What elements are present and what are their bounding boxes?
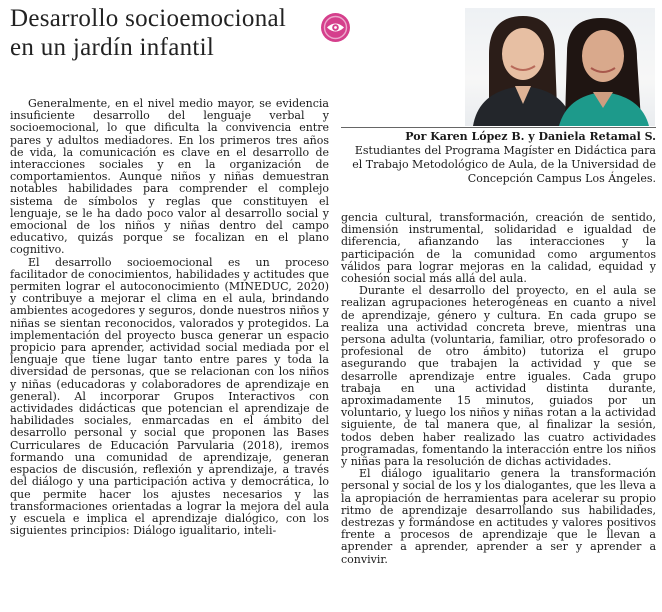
body-paragraph: El desarrollo socioemocional es un proceso facilitador de conocimientos, habilidades y actitudes que permiten lograr el autoconocimiento (MINEDUC, 2020) y contribuye a mejorar el clima en el aula, brindando ambientes acogedores y seguros, donde nuestros niños y niñas se sientan reconocidos, valorados y protegidos. La implementación del proyecto busca generar un espacio propicio para aprender, actividad social mediada por el lenguaje que tiene lugar tanto entre pares y toda la diversidad de personas, que se relacionan con los niños y niñas (educadoras y colaboradores de aprendizaje en general). Al incorporar Grupos Interactivos con actividades didácticas que potencian el aprendizaje de habilidades sociales, enmarcadas en el ámbito del desarrollo personal y social que proponen las Bases Curriculares de Educación Parvularia (2018), iremos formando una comunidad de aprendizaje, generan espacios de discusión, reflexión y aprendizaje, a través del diálogo y una participación activa y democrática, lo que permite hacer los ajustes necesarios y las transformaciones orientadas a lograr la mejora del aula y escuela e implica el aprendizaje dialógico, con los siguientes principios: Diálogo igualitario, inteli- [10,255,329,538]
right-column [341,212,656,566]
title-line-1: Desarrollo socioemocional [10,5,287,32]
title-line-2: en un jardín infantil [10,34,215,61]
left-column [10,98,329,537]
byline-divider [341,127,656,128]
eye-icon [321,13,350,42]
author-names: Por Karen López B. y Daniela Retamal S. [405,130,656,143]
article-title [10,4,340,62]
byline [344,130,656,186]
body-paragraph: Durante el desarrollo del proyecto, en el aula se realizan agrupaciones heterogéneas en cuanto a nivel de aprendizaje, género y cultura. En cada grupo se realiza una actividad concreta breve, mientras una persona adulta (voluntaria, familiar, otro profesorado o profesional de otro ámbito) tutoriza el grupo asegurando que trabajen la actividad y que se desarrolle aprendizaje entre iguales. Cada grupo trabaja en una actividad distinta durante, aproximadamente 15 minutos, guiados por un voluntario, y luego los niños y niñas rotan a la actividad siguiente, de tal manera que, al finalizar la sesión, todos deben haber realizado las cuatro actividades programadas, fomentando la interacción entre los niños y niñas para la resolución de dichas actividades. [341,284,656,469]
author-description: Estudiantes del Programa Magíster en Didáctica para el Trabajo Metodológico de Aula, de la Universidad de Concepción Campus Los Ángeles. [352,144,656,185]
body-paragraph: gencia cultural, transformación, creación de sentido, dimensión instrumental, solidaridad e igualdad de diferencia, afianzando las interacciones y la participación de la comunidad como argumentos válidos para lograr mejoras en la calidad, equidad y cohesión social más allá del aula. [341,211,656,286]
body-paragraph: El diálogo igualitario genera la transformación personal y social de los y los dialogantes, que les lleva a la apropiación de herramientas para acelerar su propio ritmo de aprendizaje desarrollando sus habilidades, destrezas y formándose en actitudes y valores positivos frente a procesos de aprendizaje que le llevan a aprender a aprender, aprender a ser y aprender a convivir. [341,467,656,566]
authors-photo [465,8,655,126]
body-paragraph: Generalmente, en el nivel medio mayor, se evidencia insuficiente desarrollo del lenguaje verbal y socioemocional, lo que dificulta la convivencia entre pares y adultos mediadores. En los primeros tres años de vida, la comunicación es clave en el desarrollo de interacciones sociales y en la organización de comportamientos. Aunque niños y niñas demuestran notables habilidades para comprender el complejo sistema de símbolos y reglas que constituyen el lenguaje, se le ha dado poco valor al desarrollo social y emocional de los niños y niñas dentro del campo educativo, quizás porque se focalizan en el plano cognitivo. [10,97,329,257]
